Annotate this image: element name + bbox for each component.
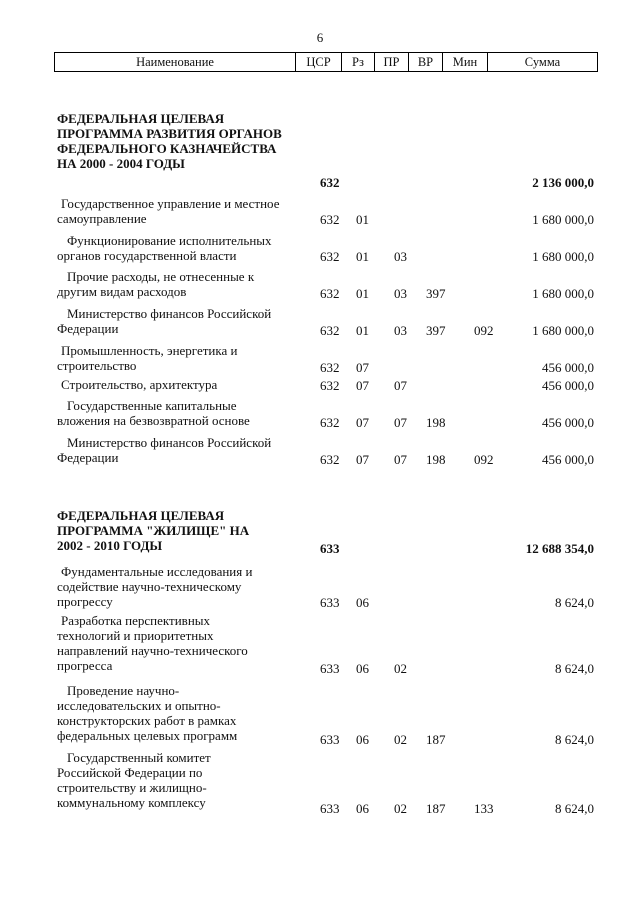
row-name: Прочие расходы, не отнесенные к другим видам расходов [57,269,255,299]
header-min: Мин [443,53,488,71]
cell-pr: 02 [394,661,407,676]
row-name: Государственное управление и местное самоуправление [57,196,280,226]
cell-pr: 07 [394,415,407,430]
program-title: ФЕДЕРАЛЬНАЯ ЦЕЛЕВАЯ ПРОГРАММА РАЗВИТИЯ ОРГАНОВ ФЕДЕРАЛЬНОГО КАЗНАЧЕЙСТВА НА 2000 - 2004 ГОДЫ [57,111,282,171]
table-row [0,508,640,556]
cell-sum: 1 680 000,0 [532,323,594,338]
cell-rz: 01 [356,249,369,264]
cell-sum: 8 624,0 [555,732,594,747]
header-pr: ПР [375,53,409,71]
cell-rz: 01 [356,286,369,301]
table-row [0,435,640,467]
cell-csr: 633 [320,661,340,676]
cell-vr: 397 [426,323,446,338]
cell-csr: 632 [320,286,340,301]
header-rz: Рз [342,53,375,71]
cell-pr: 07 [394,378,407,393]
header-vr: ВР [409,53,443,71]
cell-rz: 06 [356,595,369,610]
cell-csr: 632 [320,323,340,338]
cell-csr: 632 [320,212,340,227]
cell-sum: 456 000,0 [542,360,594,375]
row-name: Государственные капитальные вложения на безвозвратной основе [57,398,250,428]
cell-sum: 2 136 000,0 [532,175,594,190]
cell-sum: 456 000,0 [542,415,594,430]
cell-rz: 01 [356,323,369,338]
row-name: Министерство финансов Российской Федерации [57,306,272,336]
table-row [0,233,640,264]
cell-csr: 632 [320,249,340,264]
row-name: Промышленность, энергетика и строительство [57,343,238,373]
cell-sum: 8 624,0 [555,595,594,610]
cell-sum: 8 624,0 [555,661,594,676]
row-name: Функционирование исполнительных органов государственной власти [57,233,272,263]
table-row [0,343,640,375]
table-row [0,398,640,430]
cell-pr: 03 [394,323,407,338]
cell-sum: 12 688 354,0 [525,541,594,556]
cell-sum: 456 000,0 [542,452,594,467]
cell-min: 092 [474,323,494,338]
table-row [0,269,640,301]
table-header [54,52,598,72]
table-row [0,377,640,393]
row-name: Фундаментальные исследования и содействие научно-техническому прогрессу [57,564,253,609]
table-row [0,750,640,816]
row-name: Разработка перспективных технологий и приоритетных направлений научно-технического прогресса [57,613,248,673]
cell-rz: 07 [356,415,369,430]
table-row [0,613,640,676]
cell-rz: 07 [356,360,369,375]
cell-csr: 632 [320,378,340,393]
cell-csr: 633 [320,801,340,816]
cell-csr: 633 [320,541,340,556]
cell-vr: 187 [426,732,446,747]
cell-pr: 02 [394,732,407,747]
cell-rz: 07 [356,452,369,467]
header-csr: ЦСР [296,53,342,71]
header-sum: Сумма [524,54,561,69]
cell-csr: 632 [320,360,340,375]
table-row [0,196,640,227]
cell-csr: 633 [320,732,340,747]
cell-pr: 02 [394,801,407,816]
cell-rz: 06 [356,661,369,676]
cell-vr: 397 [426,286,446,301]
cell-min: 092 [474,452,494,467]
row-name: Проведение научно-исследовательских и опытно-конструкторских работ в рамках федеральных целевых программ [57,683,238,743]
cell-vr: 198 [426,452,446,467]
cell-sum: 1 680 000,0 [532,249,594,264]
cell-pr: 03 [394,249,407,264]
cell-pr: 03 [394,286,407,301]
cell-rz: 01 [356,212,369,227]
cell-pr: 07 [394,452,407,467]
cell-sum: 8 624,0 [555,801,594,816]
program-title: ФЕДЕРАЛЬНАЯ ЦЕЛЕВАЯ ПРОГРАММА "ЖИЛИЩЕ" НА 2002 - 2010 ГОДЫ [57,508,250,553]
row-name: Министерство финансов Российской Федерации [57,435,272,465]
cell-vr: 198 [426,415,446,430]
cell-min: 133 [474,801,494,816]
cell-sum: 1 680 000,0 [532,286,594,301]
cell-sum: 1 680 000,0 [532,212,594,227]
cell-csr: 632 [320,452,340,467]
cell-csr: 632 [320,175,340,190]
cell-vr: 187 [426,801,446,816]
row-name: Государственный комитет Российской Федерации по строительству и жилищно-коммунальному комплексу [57,750,211,810]
table-row [0,564,640,610]
cell-rz: 06 [356,732,369,747]
cell-csr: 632 [320,415,340,430]
row-name: Строительство, архитектура [61,377,218,392]
cell-csr: 633 [320,595,340,610]
cell-sum: 456 000,0 [542,378,594,393]
table-row [0,111,640,190]
header-name: Наименование [55,53,296,71]
table-row [0,683,640,747]
cell-rz: 07 [356,378,369,393]
cell-rz: 06 [356,801,369,816]
page-number: 6 [316,30,324,45]
table-row [0,306,640,338]
